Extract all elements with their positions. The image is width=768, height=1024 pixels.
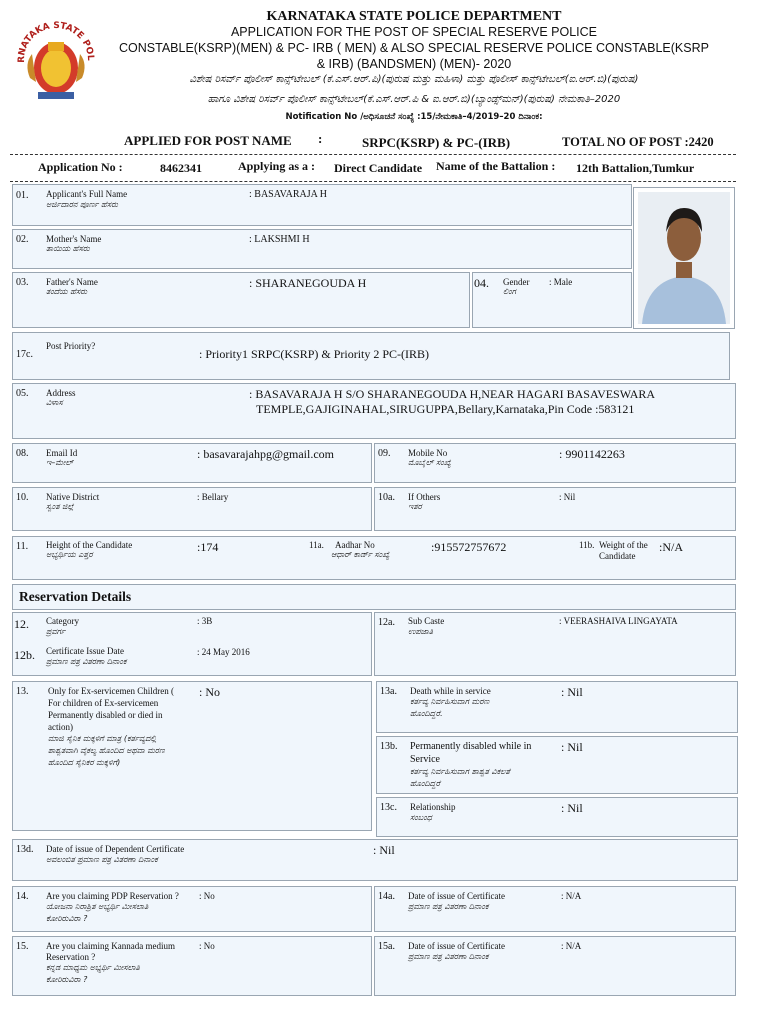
field-number: 05.: [16, 388, 29, 399]
weight-number-label: 11b.: [579, 540, 595, 550]
field-label: Date of issue of Certificate: [408, 941, 505, 951]
field-label-kannada: ಪ್ರಮಾಣ ಪತ್ರ ವಿತರಣಾ ದಿನಾಂಕ: [408, 902, 489, 911]
field-number: 13.: [16, 686, 29, 697]
field-label: Date of issue of Certificate: [408, 891, 505, 901]
field-label-kannada: ಇತರ: [408, 502, 422, 511]
post-label: APPLIED FOR POST NAME: [124, 133, 292, 148]
field-label-kannada: ಕರ್ತವ್ಯ ನಿರ್ವಹಿಸುವಾಗ ಶಾಶ್ವತ ವಿಕಲತೆ: [410, 767, 510, 776]
field-value: : No: [199, 891, 215, 901]
field-label-line: Permanently disabled while in: [410, 741, 532, 752]
field-value: : Nil: [559, 492, 576, 502]
aadhar-label-kannada: ಆಧಾರ್ ಕಾರ್ಡ್ ಸಂಖ್ಯೆ: [331, 550, 390, 559]
field-label: Gender: [503, 277, 530, 287]
field-label-kannada: ಶಾಶ್ವತವಾಗಿ ವೈಕಲ್ಯ ಹೊಂದಿದ ಅಥವಾ ಮರಣ: [48, 746, 165, 755]
field-value: : Nil: [561, 740, 583, 754]
applying-as-label: Applying as a :: [238, 159, 316, 173]
header-kannada-2: ಹಾಗೂ ವಿಶೇಷ ರಿಸರ್ವ್ ಪೊಲೀಸ್ ಕಾನ್ಸ್‌ಟೇಬಲ್(ಕೆ.ಎಸ್.ಆರ್.ಪಿ & ಐ.ಆರ್.ಬಿ)(ಬ್ಯಾಂಡ್ಸ್‌ಮನ್)(ಪುರುಷ) ನೇಮಕಾತಿ–2020: [207, 94, 621, 105]
field-label: Are you claiming PDP Reservation ?: [46, 891, 179, 901]
field-number: 14.: [16, 891, 29, 902]
field-permanently-disabled: [376, 736, 738, 794]
field-label-kannada: ಅಭ್ಯರ್ಥಿಯ ಎತ್ತರ: [46, 550, 93, 559]
header-line-1: APPLICATION FOR THE POST OF SPECIAL RESERVE POLICE: [230, 25, 598, 39]
field-value: : N/A: [561, 891, 582, 901]
field-number: 13c.: [380, 802, 397, 813]
field-label-kannada: ಕೋರಿರುವಿರಾ ?: [46, 975, 88, 984]
field-mother-name: [12, 229, 632, 269]
field-number: 17c.: [16, 349, 33, 360]
department-title: KARNATAKA STATE POLICE DEPARTMENT: [266, 9, 562, 24]
field-number: 03.: [16, 277, 29, 288]
field-value: : SHARANEGOUDA H: [249, 276, 367, 290]
field-value: : No: [199, 941, 215, 951]
field-label-kannada: ತಂದೆಯ ಹೆಸರು: [46, 287, 88, 296]
divider-bottom: [10, 181, 736, 182]
field-number: 10a.: [378, 492, 395, 503]
header-line-3: & IRB) (BANDSMEN) (MEN)- 2020: [316, 57, 512, 71]
field-value: : 3B: [197, 616, 213, 626]
field-number: 04.: [474, 276, 489, 290]
field-label: Father's Name: [46, 277, 98, 287]
field-gender: [472, 272, 632, 328]
field-native-district: [12, 487, 372, 531]
field-number: 15.: [16, 941, 29, 952]
header-line-2: CONSTABLE(KSRP)(MEN) & PC- IRB ( MEN) & ALSO SPECIAL RESERVE POLICE CONSTABLE(KSRP: [119, 41, 709, 55]
field-relationship: [376, 797, 738, 837]
field-label: Date of issue of Dependent Certificate: [46, 844, 185, 854]
field-number: 01.: [16, 190, 29, 201]
aadhar-value: :915572757672: [431, 540, 507, 554]
field-label-kannada: ಸಂಬಂಧ: [410, 813, 432, 822]
header-kannada-1: ವಿಶೇಷ ರಿಸರ್ವ್ ಪೊಲೀಸ್ ಕಾನ್ಸ್‌ಟೇಬಲ್ (ಕೆ.ಎಸ್.ಆರ್.ಪಿ)(ಪುರುಷ ಮತ್ತು ಮಹಿಳಾ) ಮತ್ತು ಪೊಲೀಸ್ ಕಾನ್ಸ್‌ಟೇಬಲ್(ಐ.ಆರ್.ಬಿ)(ಪುರುಷ): [189, 74, 639, 85]
field-value: : Nil: [561, 685, 583, 699]
field-label-kannada: ಅರ್ಜಿದಾರನ ಪೂರ್ಣ ಹೆಸರು: [46, 200, 118, 209]
field-value: : 9901142263: [559, 447, 625, 461]
field-label-line: For children of Ex-servicemen: [48, 698, 159, 708]
field-height-aadhar-weight: [12, 536, 736, 580]
field-label-kannada: ಇ–ಮೇಲ್: [46, 458, 74, 467]
emblem-text: RNATAKA STATE POL: [16, 20, 96, 63]
field-label: Death while in service: [410, 686, 491, 696]
field-value: : No: [199, 685, 220, 699]
divider-top: [10, 154, 736, 155]
field-number: 08.: [16, 448, 29, 459]
field-address: [12, 383, 736, 439]
field-label-line: Reservation ?: [46, 952, 96, 962]
field-dependent-certificate: [12, 839, 738, 881]
field-mobile: [374, 443, 736, 483]
field-label-kannada: ಹೊಂದಿದ್ದರೆ.: [410, 709, 443, 718]
field-email: [12, 443, 372, 483]
field-value: : VEERASHAIVA LINGAYATA: [559, 616, 678, 626]
reservation-details-header: [12, 584, 736, 610]
field-label-kannada: ಯೋಜನಾ ನಿರಾಶ್ರಿತ ಅಭ್ಯರ್ಥಿ ಮೀಸಲಾತಿ: [46, 902, 149, 911]
field-number: 15a.: [378, 941, 395, 952]
application-no-label: Application No :: [38, 160, 123, 174]
field-label-kannada: ಸ್ವಂತ ಜಿಲ್ಲೆ: [46, 502, 74, 511]
field-label-kannada: ಕನ್ನಡ ಮಾಧ್ಯಮ ಅಭ್ಯರ್ಥಿ ಮೀಸಲಾತಿ: [46, 963, 140, 972]
field-label: Mother's Name: [46, 234, 102, 244]
field-label-kannada: ಅವಲಂಬಿತ ಪ್ರಮಾಣ ಪತ್ರ ವಿತರಣಾ ದಿನಾಂಕ: [46, 855, 158, 864]
field-label: Relationship: [410, 802, 456, 812]
aadhar-label: Aadhar No: [335, 540, 375, 550]
total-posts: TOTAL NO OF POST :2420: [562, 135, 714, 149]
field-label-line: Only for Ex-servicemen Children (: [48, 686, 174, 696]
field-label: Native District: [46, 492, 100, 502]
field-value: : Nil: [373, 843, 395, 857]
cert-date-value: : 24 May 2016: [197, 647, 250, 657]
field-label-kannada: ಮಾಜಿ ಸೈನಿಕ ಮಕ್ಕಳಿಗೆ ಮಾತ್ರ (ಕರ್ತವ್ಯದಲ್ಲಿ: [48, 734, 157, 743]
field-label: Mobile No: [408, 448, 448, 458]
field-number: 13a.: [380, 686, 397, 697]
battalion-value: 12th Battalion,Tumkur: [576, 161, 695, 175]
field-label-kannada: ಕೋರಿರುವಿರಾ ?: [46, 914, 88, 923]
field-number: 13d.: [16, 844, 34, 855]
field-number: 12.: [14, 617, 29, 631]
field-label: If Others: [408, 492, 441, 502]
field-number: 13b.: [380, 741, 398, 752]
field-label-kannada: ವಿಳಾಸ: [46, 398, 63, 407]
field-label-line: Permanently disabled or died in: [48, 710, 163, 720]
field-label: Sub Caste: [408, 616, 445, 626]
field-label-kannada: ಪ್ರವರ್ಗ: [46, 627, 66, 636]
field-number: 11.: [16, 541, 29, 552]
post-value: SRPC(KSRP) & PC-(IRB): [362, 135, 511, 150]
field-label-kannada: ತಾಯಿಯ ಹೆಸರು: [46, 244, 90, 253]
section-title: Reservation Details: [19, 589, 132, 604]
field-post-priority: [12, 332, 730, 380]
field-label: Applicant's Full Name: [46, 189, 128, 199]
aadhar-number-label: 11a.: [309, 540, 324, 550]
field-label-kannada: ಲಿಂಗ: [503, 287, 516, 296]
field-value: : Nil: [561, 801, 583, 815]
field-label-kannada: ಕರ್ತವ್ಯ ನಿರ್ವಹಿಸುವಾಗ ಮರಣ: [410, 697, 490, 706]
field-label: Height of the Candidate: [46, 540, 133, 550]
field-label-line: Service: [410, 754, 440, 765]
field-label-kannada: ಹೊಂದಿದ್ದರೆ: [410, 779, 441, 788]
cert-date-label-kannada: ಪ್ರಮಾಣ ಪತ್ರ ವಿತರಣಾ ದಿನಾಂಕ: [46, 657, 127, 666]
notification-number: Notification No /ಅಧಿಸೂಚನೆ ಸಂಖ್ಯೆ :15/ನೇಮಕಾತಿ–4/2019–20 ದಿನಾಂಕ:: [285, 112, 543, 122]
post-colon: :: [318, 131, 323, 146]
cert-date-label: Certificate Issue Date: [46, 646, 124, 656]
field-label: Email Id: [46, 448, 78, 458]
field-value: : Priority1 SRPC(KSRP) & Priority 2 PC-(IRB): [199, 347, 430, 361]
field-kannada-medium-reservation: [12, 936, 372, 996]
field-pdp-reservation: [12, 886, 372, 932]
field-value: : BASAVARAJA H: [249, 189, 327, 200]
field-label-kannada: ಉಪಜಾತಿ: [408, 627, 433, 636]
field-death-in-service: [376, 681, 738, 733]
field-label-kannada: ಪ್ರಮಾಣ ಪತ್ರ ವಿತರಣಾ ದಿನಾಂಕ: [408, 952, 489, 961]
field-value: : basavarajahpg@gmail.com: [197, 447, 335, 461]
field-label: Address: [46, 388, 76, 398]
battalion-label: Name of the Battalion :: [436, 159, 556, 173]
field-number: 10.: [16, 492, 29, 503]
field-number: 02.: [16, 234, 29, 245]
field-if-others: [374, 487, 736, 531]
field-kannada-certificate-date: [374, 936, 736, 996]
weight-label-1: Weight of the: [599, 540, 648, 550]
field-pdp-certificate-date: [374, 886, 736, 932]
height-value: :174: [197, 540, 219, 554]
field-category: [12, 612, 372, 676]
applying-as-value: Direct Candidate: [334, 161, 423, 175]
field-value: : Bellary: [197, 492, 229, 502]
field-label-line: Are you claiming Kannada medium: [46, 941, 175, 951]
field-father-name: [12, 272, 470, 328]
application-no-value: 8462341: [160, 161, 202, 175]
field-applicant-name: [12, 184, 632, 226]
address-line-2: TEMPLE,GAJIGINAHAL,SIRUGUPPA,Bellary,Karnataka,Pin Code :583121: [256, 402, 635, 416]
field-value: : Male: [549, 277, 573, 287]
field-label: Post Priority?: [46, 341, 96, 351]
weight-value: :N/A: [659, 540, 683, 554]
field-number: 09.: [378, 448, 391, 459]
field-number: 14a.: [378, 891, 395, 902]
field-label-line: action): [48, 722, 73, 732]
address-line-1: : BASAVARAJA H S/O SHARANEGOUDA H,NEAR HAGARI BASAVESWARA: [249, 387, 656, 401]
field-number: 12a.: [378, 617, 395, 628]
field-value: : N/A: [561, 941, 582, 951]
weight-label-2: Candidate: [599, 551, 636, 561]
field-label-kannada: ಮೊಬೈಲ್ ಸಂಖ್ಯೆ: [408, 458, 452, 467]
applicant-photo: [633, 187, 735, 329]
field-label: Category: [46, 616, 79, 626]
cert-date-number: 12b.: [14, 648, 35, 662]
field-sub-caste: [374, 612, 736, 676]
field-value: : LAKSHMI H: [249, 234, 310, 245]
field-label-kannada: ಹೊಂದಿದ ಸೈನಿಕರ ಮಕ್ಕಳಿಗೆ): [48, 758, 121, 767]
field-ex-servicemen: [12, 681, 372, 831]
